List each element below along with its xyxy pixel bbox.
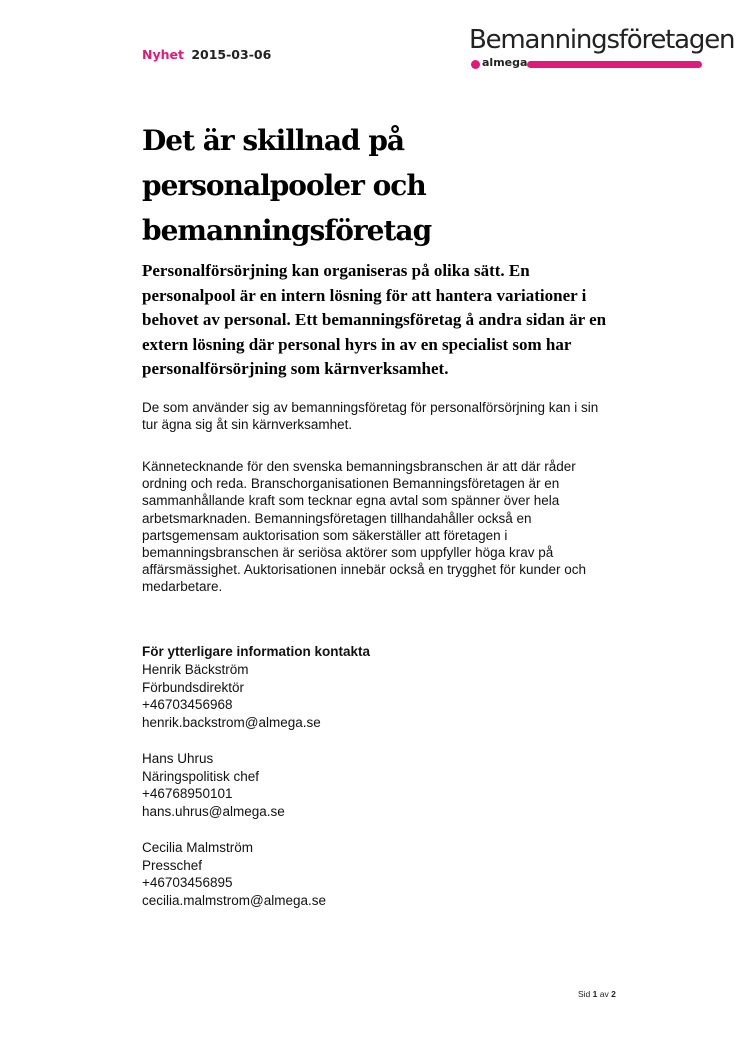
page-number-total: 2 — [611, 989, 616, 999]
contact-phone[interactable]: +46703456968 — [142, 697, 233, 713]
page-number-sep: av — [599, 989, 609, 999]
news-tag — [142, 47, 271, 62]
contact-card — [142, 661, 542, 732]
bemanningsforetagen-logo — [469, 24, 735, 74]
contact-card — [142, 750, 542, 821]
contact-role: Förbundsdirektör — [142, 679, 245, 695]
contact-heading: För ytterligare information kontakta — [142, 644, 371, 659]
contact-card — [142, 839, 542, 910]
logo-almega-label: almega — [482, 56, 528, 69]
page-number-current: 1 — [592, 989, 598, 999]
logo-dot-icon — [471, 60, 480, 69]
news-kind-label: Nyhet — [142, 47, 184, 62]
logo-bar-icon — [527, 61, 702, 68]
page-number-prefix: Sid — [578, 989, 591, 999]
contact-name: Henrik Bäckström — [142, 661, 249, 677]
contact-phone[interactable]: +46703456895 — [142, 875, 233, 891]
page-title: Det är skillnad på personalpooler och bemanningsföretag — [142, 124, 432, 247]
logo-wordmark: Bemanningsföretagen — [469, 25, 735, 55]
contact-email-link[interactable]: henrik.backstrom@almega.se — [142, 715, 321, 731]
contact-email-link[interactable]: cecilia.malmstrom@almega.se — [142, 893, 327, 909]
contact-email-link[interactable]: hans.uhrus@almega.se — [142, 804, 285, 820]
news-date: 2015-03-06 — [191, 47, 272, 62]
body-paragraph-2: Kännetecknande för den svenska bemanningsbranschen är att där råder ordning och reda. Branschorganisationen Bemanningsföretagen är en sammanhållande kraft som tecknar egna avtal som spänner över hela arbetsmarknaden. Bemanningsföretagen tillhandahåller också en partsgemensam auktorisation som säkerställer att företagen i bemanningsbranschen är seriösa aktörer som uppfyller höga krav på affärsmässighet. Auktorisationen innebär också en trygghet för kunder och medarbetare. — [142, 459, 587, 595]
contact-phone[interactable]: +46768950101 — [142, 786, 233, 802]
contact-section — [142, 643, 542, 910]
contact-role: Näringspolitisk chef — [142, 768, 260, 784]
contact-role: Presschef — [142, 857, 203, 873]
contact-name: Cecilia Malmström — [142, 839, 254, 855]
lead-paragraph: Personalförsörjning kan organiseras på olika sätt. En personalpool är en intern lösning för att hantera variationer i behovet av personal. Ett bemanningsföretag å andra sidan är en extern lösning där personal hyrs in av en specialist som har personalförsörjning som kärnverksamhet. — [142, 261, 607, 378]
page-number — [578, 989, 616, 999]
contact-name: Hans Uhrus — [142, 750, 214, 766]
body-paragraph-1: De som använder sig av bemanningsföretag för personalförsörjning kan i sin tur ägna sig åt sin kärnverksamhet. — [142, 400, 599, 433]
